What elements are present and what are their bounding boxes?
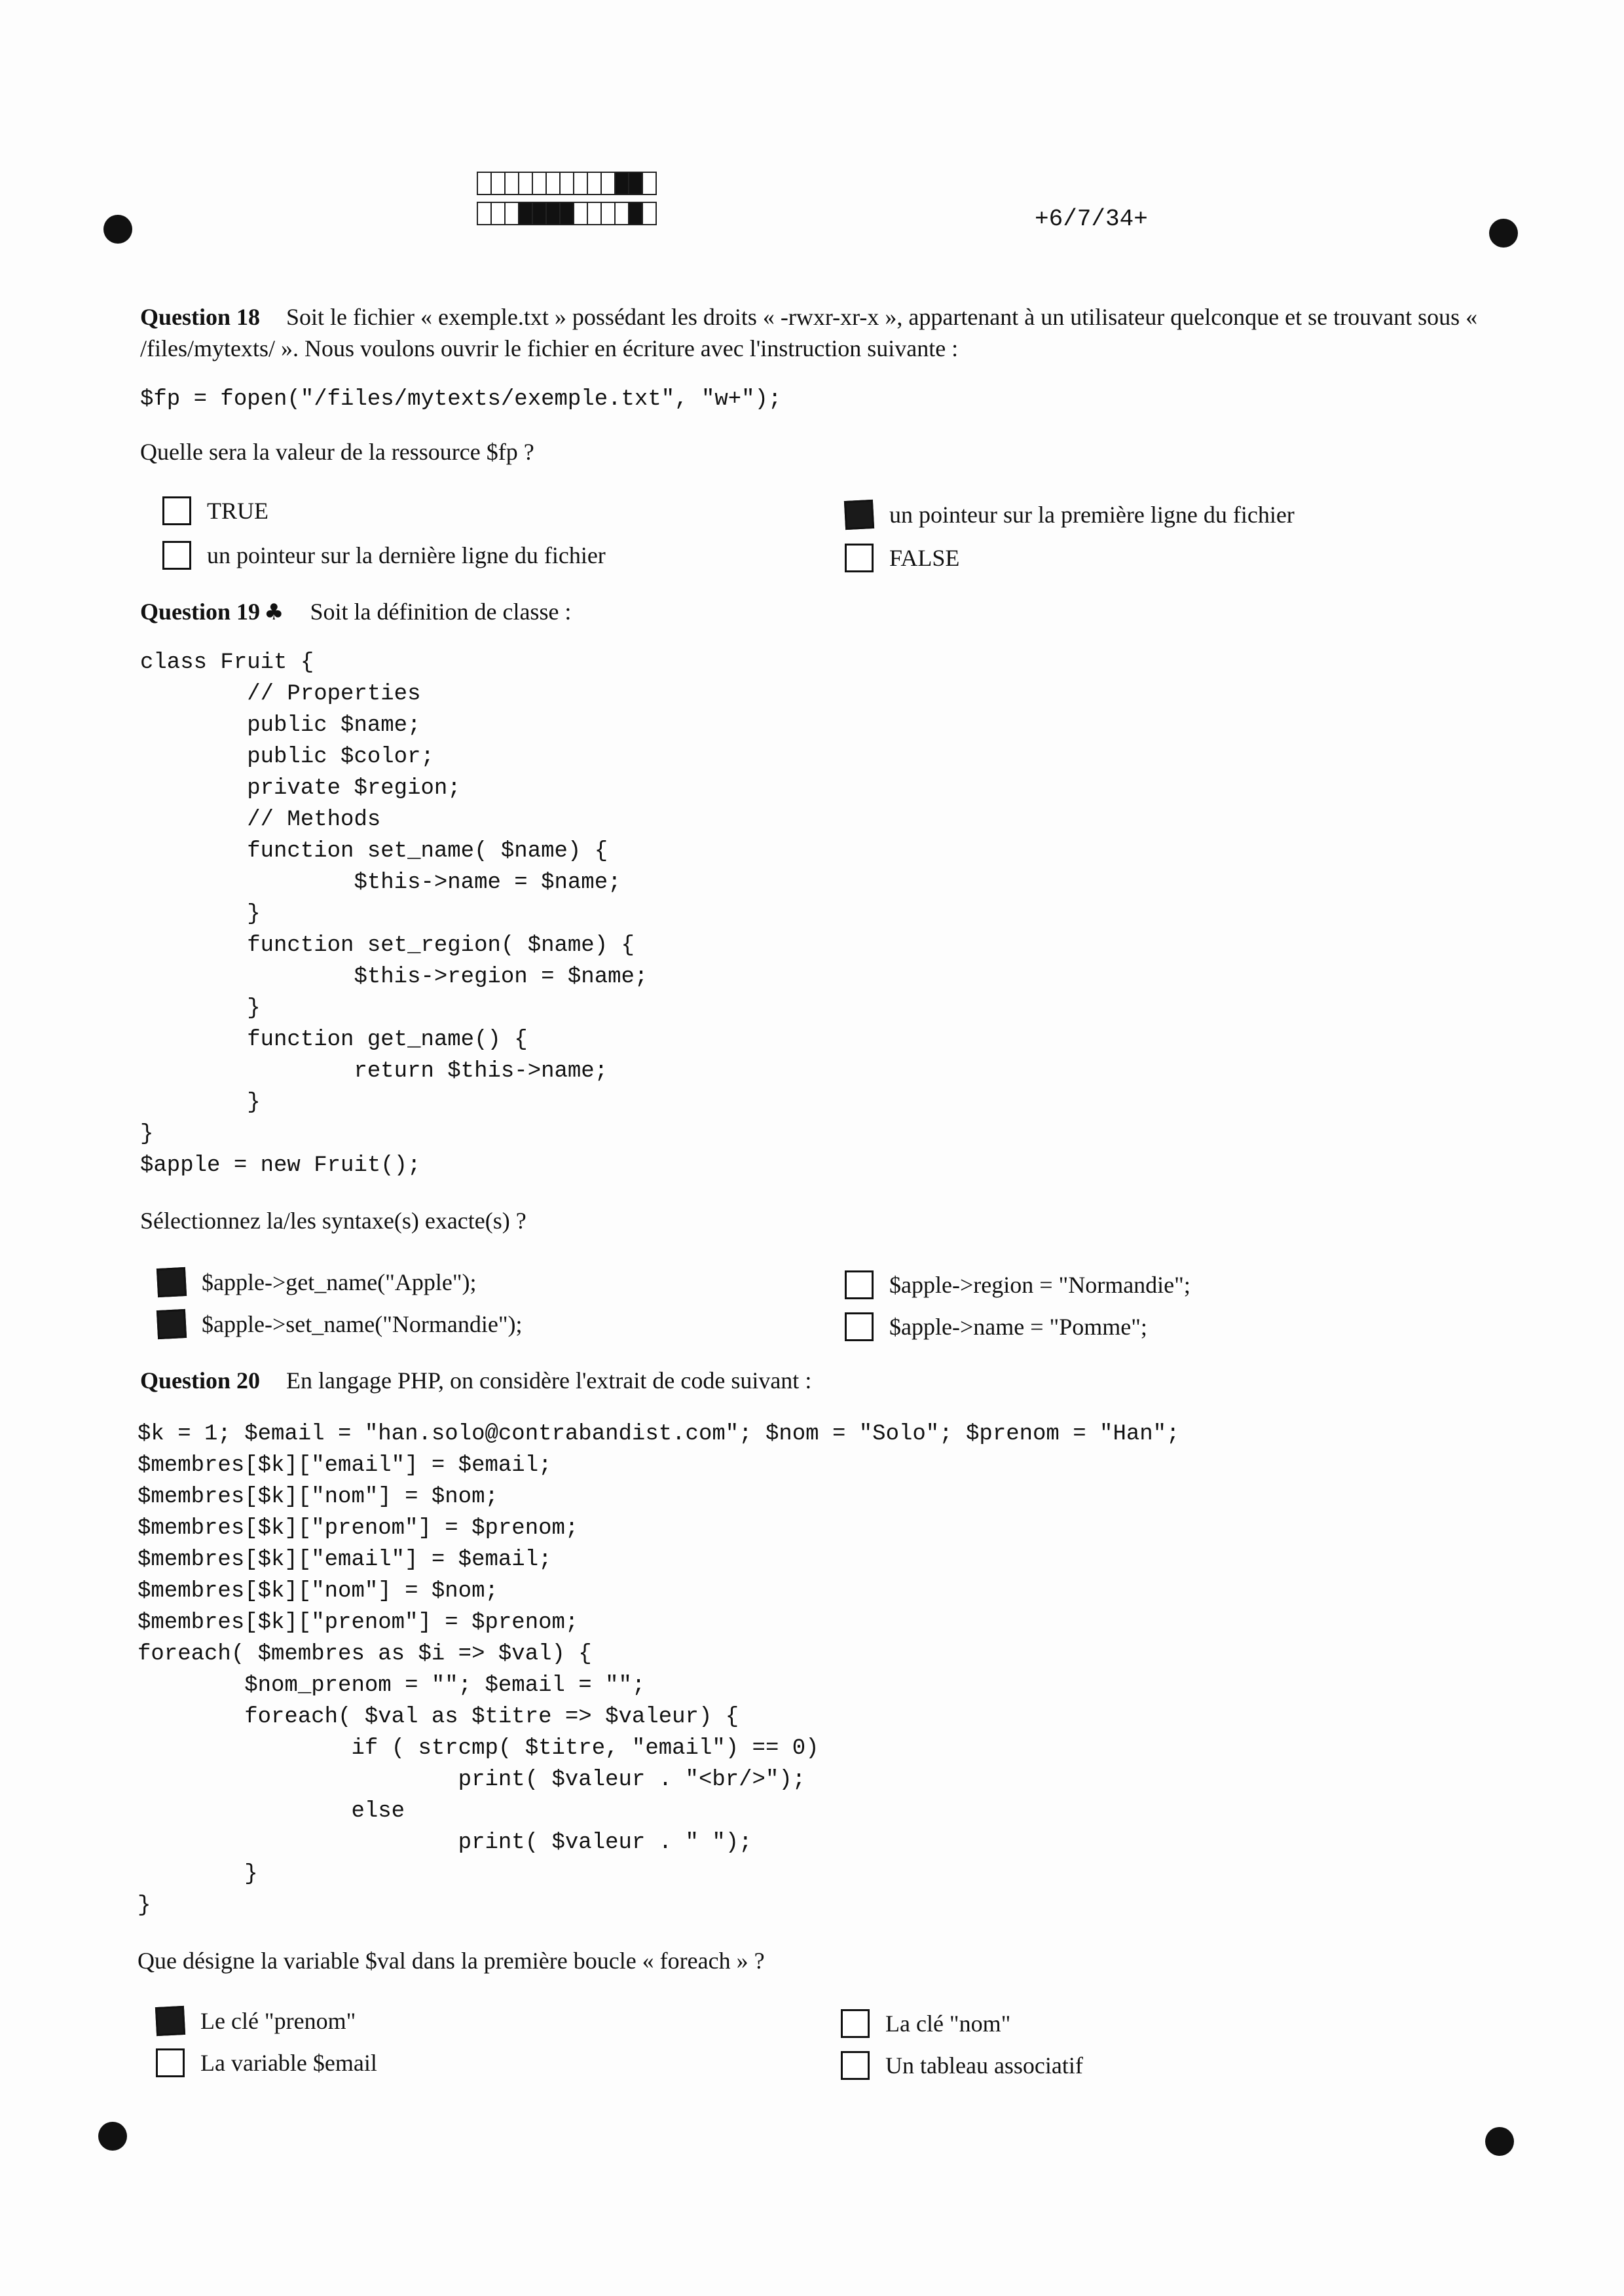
answer-option-q20-nom[interactable] <box>841 2009 1010 2038</box>
barcode-cell <box>545 202 561 225</box>
barcode-cell <box>642 202 657 225</box>
code-snippet-q18: $fp = fopen("/files/mytexts/exemple.txt", "w+"); <box>140 387 782 412</box>
question-18 <box>140 301 1489 364</box>
question-text: Soit le fichier « exemple.txt » possédant les droits « -rwxr-xr-x », appartenant à un utilisateur quelconque et se trouvant sous « /files/mytexts/ ». Nous voulons ouvrir le fichier en écriture avec l'instruction suivante : <box>140 304 1478 361</box>
barcode-cell <box>642 172 657 195</box>
option-label: $apple->name = "Pomme"; <box>889 1314 1147 1340</box>
barcode-row-2 <box>477 202 655 225</box>
option-label: FALSE <box>889 545 960 571</box>
option-label: La clé "nom" <box>885 2010 1011 2037</box>
barcode-cell <box>477 202 492 225</box>
answer-option-q20-tableau[interactable] <box>841 2051 1083 2080</box>
question-label: Question 20 <box>140 1367 261 1394</box>
option-label: un pointeur sur la dernière ligne du fichier <box>207 542 606 568</box>
checkbox[interactable] <box>845 1312 874 1341</box>
barcode-cell <box>614 172 629 195</box>
checkbox[interactable] <box>845 1270 874 1299</box>
registration-mark-bottom-right <box>1485 2127 1514 2156</box>
barcode-cell <box>628 202 643 225</box>
barcode-cell <box>532 202 547 225</box>
option-label: $apple->get_name("Apple"); <box>202 1269 477 1295</box>
barcode-cell <box>587 172 602 195</box>
question-label: Question 19 <box>140 599 261 625</box>
answer-option-q19-name[interactable] <box>845 1312 1147 1341</box>
barcode-cell <box>587 202 602 225</box>
checkbox-checked[interactable] <box>157 1267 187 1297</box>
answer-option-q19-region[interactable] <box>845 1270 1190 1299</box>
answer-option-q18-false[interactable] <box>845 544 959 572</box>
option-label: $apple->region = "Normandie"; <box>889 1272 1190 1298</box>
code-snippet-q20: $k = 1; $email = "han.solo@contrabandist.com"; $nom = "Solo"; $prenom = "Han"; $membres[$k]["email"] = $email; $membres[$k]["nom"] = $nom; $membres[$k]["prenom"] = $prenom; $membres[$k]["email"] = $email; $membres[$k]["nom"] = $nom; $membres[$k]["prenom"] = $prenom; foreach( $membres as $i => $val) { $nom_prenom = ""; $email = ""; foreach( $val as $titre => $valeur) { if ( strcmp( $titre, "email") == 0) print( $valeur . "<br/>"); else print( $valeur . " "); } } <box>138 1422 1180 1918</box>
barcode-cell <box>477 172 492 195</box>
checkbox[interactable] <box>841 2051 870 2080</box>
barcode-cell <box>614 202 629 225</box>
registration-mark-bottom-left <box>98 2122 127 2151</box>
barcode-cell <box>573 202 588 225</box>
option-label: Le clé "prenom" <box>200 2008 356 2034</box>
answer-option-q18-first-line[interactable] <box>845 500 1295 529</box>
question-text: En langage PHP, on considère l'extrait de code suivant : <box>286 1367 812 1394</box>
answer-option-q20-prenom[interactable] <box>156 2007 356 2035</box>
option-label: Un tableau associatif <box>885 2052 1083 2079</box>
barcode-cell <box>518 172 533 195</box>
barcode-cell <box>545 172 561 195</box>
question-label: Question 18 <box>140 304 261 330</box>
page-id: +6/7/34+ <box>1035 206 1148 232</box>
club-icon: ♣ <box>264 599 284 625</box>
barcode-cell <box>504 202 519 225</box>
question-19 <box>140 596 1489 628</box>
option-label: TRUE <box>207 498 268 524</box>
checkbox[interactable] <box>845 544 874 572</box>
barcode-cell <box>518 202 533 225</box>
checkbox[interactable] <box>162 496 191 525</box>
checkbox[interactable] <box>162 541 191 570</box>
answer-option-q19-set-name[interactable] <box>157 1310 523 1339</box>
barcode-cell <box>573 172 588 195</box>
question-20 <box>140 1365 1489 1396</box>
answer-option-q18-last-line[interactable] <box>162 541 606 570</box>
question-prompt-q19: Sélectionnez la/les syntaxe(s) exacte(s) ? <box>140 1208 526 1234</box>
code-snippet-q19: class Fruit { // Properties public $name; public $color; private $region; // Methods function set_name( $name) { $this->name = $name; } function set_region( $name) { $this->region = $name; } function get_name() { return $this->name; } } $apple = new Fruit(); <box>140 650 648 1178</box>
barcode-cell <box>559 172 574 195</box>
barcode-cell <box>559 202 574 225</box>
answer-option-q18-true[interactable] <box>162 496 268 525</box>
barcode-cell <box>600 172 616 195</box>
option-label: un pointeur sur la première ligne du fichier <box>889 502 1295 528</box>
barcode-cell <box>490 202 506 225</box>
barcode-cell <box>532 172 547 195</box>
checkbox-checked[interactable] <box>155 2006 185 2036</box>
question-prompt-q18: Quelle sera la valeur de la ressource $fp ? <box>140 439 534 465</box>
barcode-cell <box>600 202 616 225</box>
option-label: $apple->set_name("Normandie"); <box>202 1311 523 1337</box>
option-label: La variable $email <box>200 2050 377 2076</box>
barcode-cell <box>490 172 506 195</box>
registration-mark-top-right <box>1489 219 1518 248</box>
barcode-cell <box>504 172 519 195</box>
registration-mark-top-left <box>103 215 132 244</box>
answer-option-q20-email[interactable] <box>156 2048 377 2077</box>
barcode-cell <box>628 172 643 195</box>
checkbox[interactable] <box>841 2009 870 2038</box>
checkbox-checked[interactable] <box>157 1309 187 1339</box>
checkbox-checked[interactable] <box>844 500 874 530</box>
question-text: Soit la définition de classe : <box>310 599 572 625</box>
checkbox[interactable] <box>156 2048 185 2077</box>
answer-option-q19-get-name[interactable] <box>157 1268 477 1297</box>
question-prompt-q20: Que désigne la variable $val dans la première boucle « foreach » ? <box>138 1948 765 1974</box>
barcode-row-1 <box>477 172 655 195</box>
